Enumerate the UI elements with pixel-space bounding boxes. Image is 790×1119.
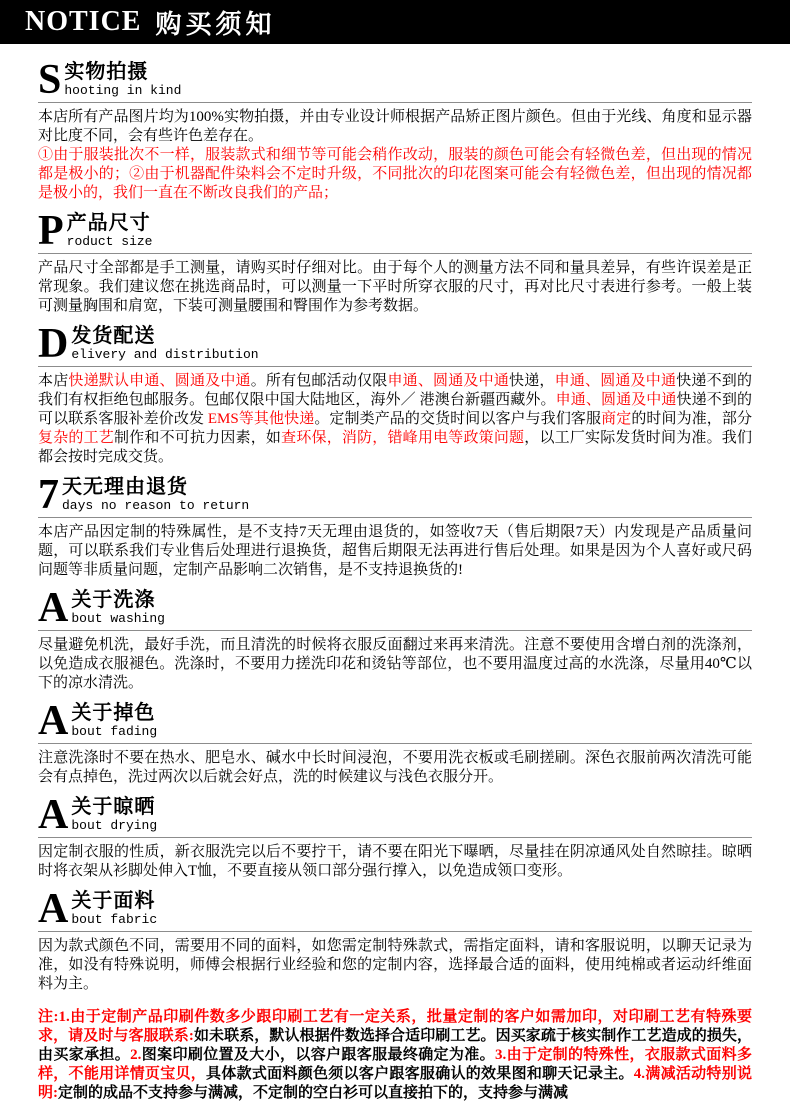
section-letter: A [38,792,69,838]
section-shooting [38,57,752,203]
section-titles [71,702,157,740]
text-segment: 快递默认申通、圆通及中通 [68,373,251,389]
section-divider [38,837,752,838]
section-letter: 7 [38,472,59,518]
header-title-zh: 购买须知 [155,9,276,39]
text-segment: 。定制类产品的交货时间以客户与我们客服 [314,411,602,427]
section-heading [38,886,752,932]
text-segment: 本店 [38,373,69,389]
section-title-en: elivery and distribution [71,347,259,362]
section-title-zh: 实物拍摄 [64,61,149,83]
section-letter: D [38,321,69,367]
section-title-zh: 关于晾晒 [71,796,156,818]
section-heading [38,585,752,631]
text-segment: 商定 [601,411,632,427]
paragraph [38,259,752,316]
text-segment: 快递不到的我们有权拒绝包邮服务。包邮仅限中国大陆地区，海外／ 港澳台新疆西藏外。 [38,373,752,408]
section-title-zh: 关于面料 [71,890,156,912]
section-heading [38,208,752,254]
text-segment: 如未联系，默认根据件数选择合适印刷工艺。因买家疏于核实制作工艺造成的损失，由买家承担。 [38,1028,753,1063]
text-segment: 具体款式面料颜色须以客户跟客服确认的效果图和聊天记录主。 [206,1066,634,1082]
section-title-zh: 产品尺寸 [66,212,151,234]
section-fading [38,698,752,787]
section-divider [38,517,752,518]
section-divider [38,366,752,367]
text-segment: 图案印刷位置及大小，以容户跟客服最终确定为准。 [141,1047,495,1063]
section-divider [38,630,752,631]
text-segment: 定制的成品不支持参与满减，不定制的空白衫可以直接拍下的，支持参与满减 [58,1085,569,1101]
footnote [38,1008,752,1103]
text-segment: 注意洗涤时不要在热水、肥皂水、碱水中长时间浸泡，不要用洗衣板或毛刷搓刷。深色衣服前两次清洗可能会有点掉色，洗过两次以后就会好点，洗的时候建议与浅色衣服分开。 [38,750,752,785]
section-title-en: days no reason to return [62,498,250,513]
section-delivery [38,321,752,467]
text-segment: 的时间为准，部分 [631,411,752,427]
notice-content [0,44,790,1119]
section-title-en: hooting in kind [64,83,182,98]
section-letter: S [38,57,62,103]
section-fabric [38,886,752,994]
text-segment: 申通、圆通及中通 [554,373,677,389]
text-segment: 因定制衣服的性质，新衣服洗完以后不要拧干，请不要在阳光下曝晒，尽量挂在阴凉通风处自然晾挂。晾晒时将衣架从衫脚处伸入T恤，不要直接从领口部分强行撑入，以免造成领口变形。 [38,844,752,879]
text-segment: 快递， [509,373,555,389]
section-title-zh: 关于洗涤 [71,589,156,611]
section-title-zh: 发货配送 [71,325,156,347]
section-letter: A [38,585,69,631]
section-titles [71,589,165,627]
section-title-en: bout drying [71,818,158,833]
text-segment: 复杂的工艺 [38,430,114,446]
section-titles [71,796,157,834]
text-segment: ，以工厂实际发货时间为准。我们都会按时完成交货。 [38,430,752,465]
section-product-size [38,208,752,316]
section-title-en: bout washing [71,611,165,626]
text-segment: 4.满减活动特别说明: [38,1066,752,1101]
paragraph [38,749,752,787]
text-segment: EMS等其他快递 [207,411,315,427]
section-heading [38,472,752,518]
paragraph [38,372,752,467]
section-divider [38,253,752,254]
section-divider [38,931,752,932]
text-segment: 尽量避免机洗，最好手洗，而且清洗的时候将衣服反面翻过来再来清洗。注意不要使用含增白剂的洗涤剂，以免造成衣服褪色。洗涤时，不要用力搓洗印花和烫钻等部位，也不要用温度过高的水洗涤，尽量用40℃以下的凉水清洗。 [38,637,752,691]
section-title-en: bout fading [71,724,158,739]
section-divider [38,743,752,744]
section-heading [38,57,752,103]
paragraph [38,523,752,580]
text-segment: 2. [130,1047,142,1063]
text-segment: ①由于服装批次不一样，服装款式和细节等可能会稍作改动，服装的颜色可能会有轻微色差，但出现的情况都是极小的；②由于机器配件染料会不定时升级，不同批次的印花图案可能会有轻微色差，但出现的情况都是极小的，我们一直在不断改良我们的产品； [38,147,752,201]
section-title-zh: 天无理由退货 [62,476,188,498]
text-segment: 快递不到的可以联系客服补差价改发 [38,392,752,427]
section-titles [64,61,181,99]
paragraph [38,937,752,994]
section-washing [38,585,752,693]
text-segment: 本店所有产品图片均为100%实物拍摄，并由专业设计师根据产品矫正图片颜色。但由于光线、角度和显示器对比度不同，会有些许色差存在。 [38,109,752,144]
section-letter: A [38,698,69,744]
section-heading [38,792,752,838]
section-drying [38,792,752,881]
section-titles [62,476,249,514]
text-segment: 本店产品因定制的特殊属性，是不支持7天无理由退货的，如签收7天（售后期限7天）内发现是产品质量问题，可以联系我们专业售后处理进行退换货，超售后期限无法再进行售后处理。如果是因为个人喜好或尺码问题等非质量问题，定制产品影响二次销售，是不支持退换货的! [38,524,752,578]
section-titles [71,325,258,363]
page-header [0,0,790,44]
section-heading [38,321,752,367]
text-segment: 申通、圆通及中通 [555,392,677,408]
paragraph [38,843,752,881]
paragraph [38,636,752,693]
section-divider [38,102,752,103]
section-title-en: roduct size [66,234,153,249]
section-letter: P [38,208,64,254]
text-segment: 。所有包邮活动仅限 [250,373,388,389]
paragraph [38,146,752,203]
text-segment: 3.由于定制的特殊性，衣服款式面料多样，不能用详情页宝贝， [38,1047,752,1082]
paragraph [38,108,752,146]
section-heading [38,698,752,744]
section-title-zh: 关于掉色 [71,702,156,724]
text-segment: 注:1.由于定制产品印刷件数多少跟印刷工艺有一定关系，批量定制的客户如需加印，对印刷工艺有特殊要求，请及时与客服联系: [38,1009,752,1044]
section-titles [67,212,153,250]
text-segment: 因为款式颜色不同，需要用不同的面料，如您需定制特殊款式，需指定面料，请和客服说明，以聊天记录为准，如没有特殊说明，师傅会根据行业经验和您的定制内容，选择最合适的面料，使用纯棉或者运动纤维面料为主。 [38,938,752,992]
section-titles [71,890,157,928]
section-letter: A [38,886,69,932]
section-title-en: bout fabric [71,912,158,927]
text-segment: 制作和不可抗力因素，如 [113,430,282,446]
text-segment: 查环保，消防，错峰用电等政策问题 [281,430,525,446]
text-segment: 申通、圆通及中通 [387,373,510,389]
section-no-reason-return [38,472,752,580]
header-title-en: NOTICE [25,6,142,37]
text-segment: 产品尺寸全部都是手工测量，请购买时仔细对比。由于每个人的测量方法不同和量具差异，有些许误差是正常现象。我们建议您在挑选商品时，可以测量一下平时所穿衣服的尺寸，再对比尺寸表进行参考。一般上装可测量胸围和肩宽，下装可测量腰围和臀围作为参考数据。 [38,260,752,314]
